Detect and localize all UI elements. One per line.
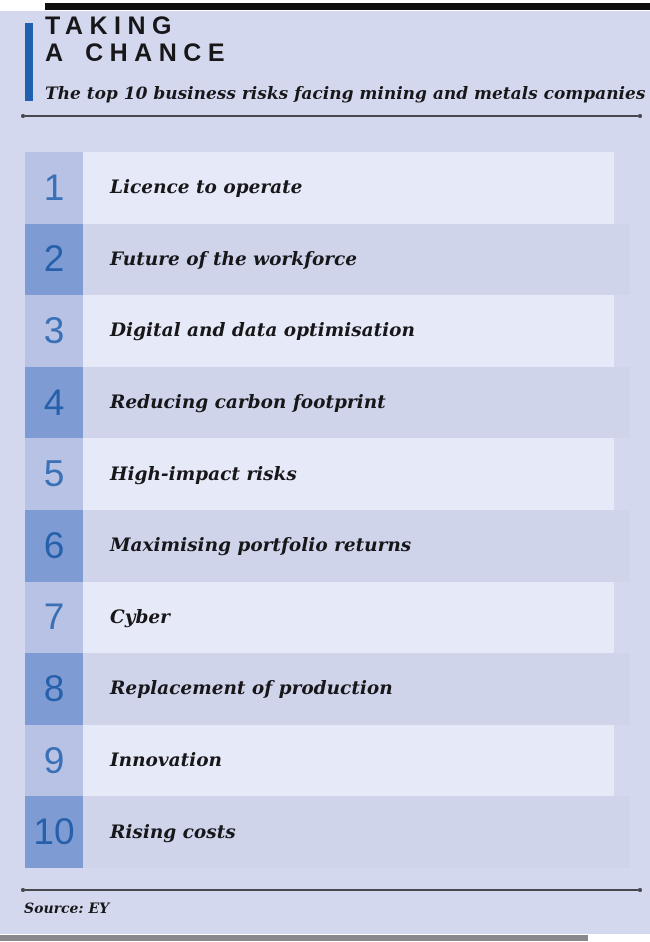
footer-divider — [21, 888, 642, 892]
risk-label: Reducing carbon footprint — [83, 367, 630, 439]
risk-label: Future of the workforce — [83, 224, 630, 296]
title-accent-bar — [25, 23, 33, 101]
list-item — [25, 152, 630, 224]
rank-number: 7 — [25, 582, 83, 654]
risk-label: Rising costs — [83, 796, 630, 868]
chart-title-line1: TAKING — [45, 12, 178, 40]
list-item — [25, 295, 630, 367]
rank-number: 5 — [25, 438, 83, 510]
source-credit: Source: EY — [24, 901, 110, 917]
risk-label: Digital and data optimisation — [83, 295, 614, 367]
risk-label: Innovation — [83, 725, 614, 797]
divider-line — [25, 115, 638, 117]
chart-title — [45, 13, 231, 66]
bottom-rule-bar — [0, 935, 588, 941]
list-item — [25, 582, 630, 654]
list-item — [25, 725, 630, 797]
rank-number: 8 — [25, 653, 83, 725]
rank-number: 2 — [25, 224, 83, 296]
list-item — [25, 510, 630, 582]
divider-line — [25, 889, 638, 891]
top-rule-bar — [45, 3, 650, 10]
risk-ranking-list — [25, 152, 630, 868]
divider-right-dot — [638, 114, 642, 118]
rank-number: 6 — [25, 510, 83, 582]
header-divider — [21, 114, 642, 118]
rank-number: 4 — [25, 367, 83, 439]
risk-label: Licence to operate — [83, 152, 614, 224]
list-item — [25, 224, 630, 296]
chart-title-line2: A CHANCE — [45, 38, 232, 67]
rank-number: 9 — [25, 725, 83, 797]
list-item — [25, 438, 630, 510]
divider-right-dot — [638, 888, 642, 892]
list-item — [25, 796, 630, 868]
list-item — [25, 367, 630, 439]
risk-label: Replacement of production — [83, 653, 630, 725]
rank-number: 3 — [25, 295, 83, 367]
rank-number: 1 — [25, 152, 83, 224]
rank-number: 10 — [25, 796, 83, 868]
list-item — [25, 653, 630, 725]
chart-subtitle: The top 10 business risks facing mining and metals companies — [45, 84, 646, 104]
risk-label: Maximising portfolio returns — [83, 510, 630, 582]
risk-label: Cyber — [83, 582, 614, 654]
risk-label: High-impact risks — [83, 438, 614, 510]
